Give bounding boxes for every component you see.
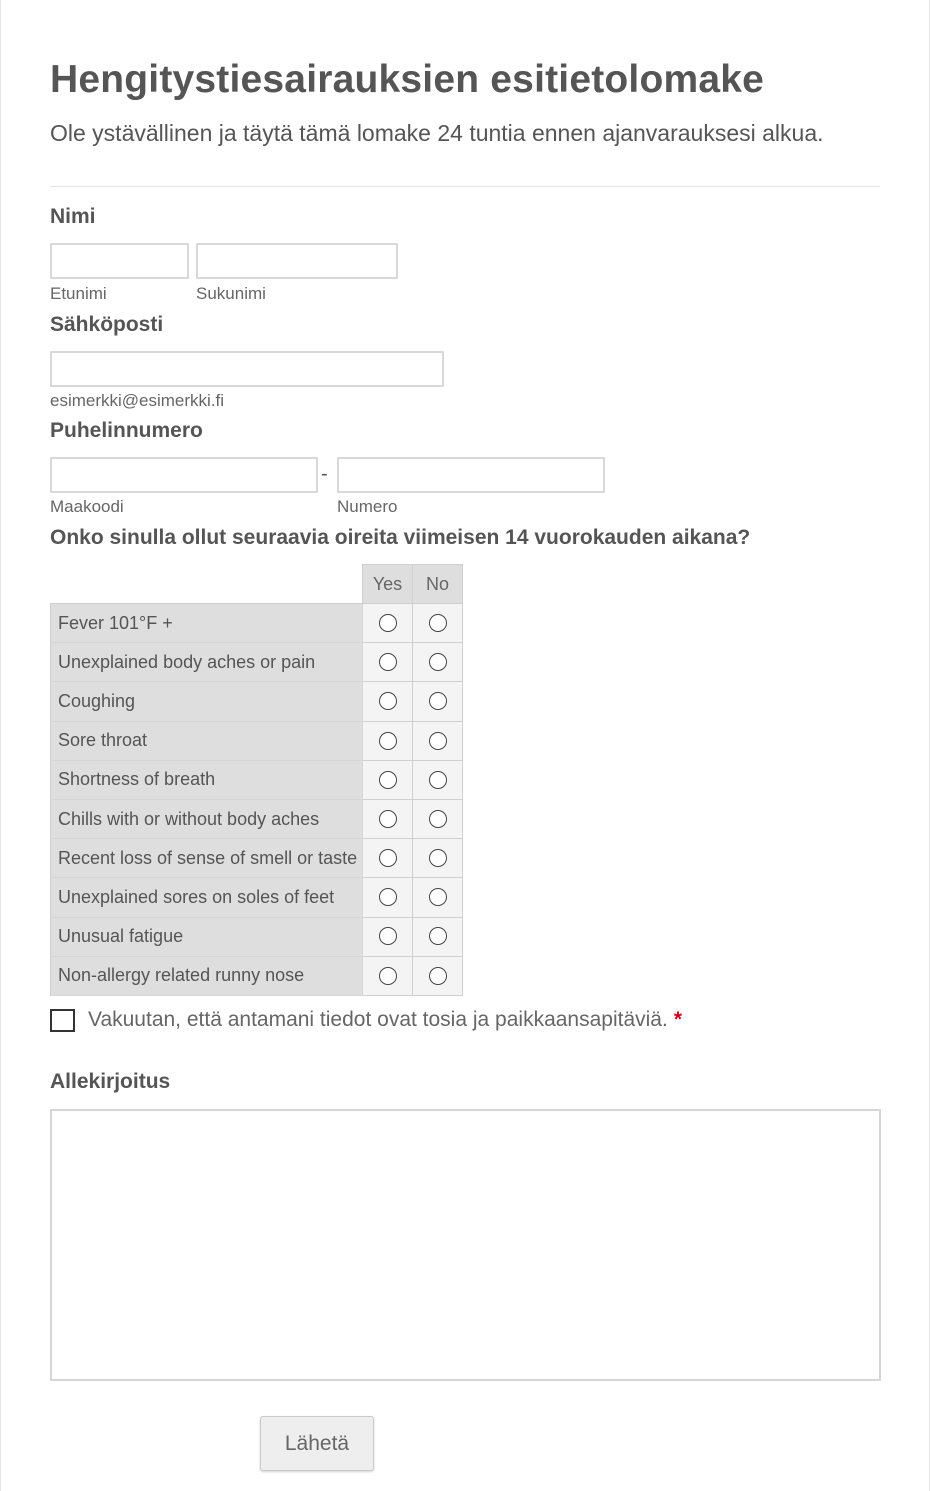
matrix-cell-yes [363,760,413,799]
matrix-cell-yes [363,878,413,917]
matrix-row-label: Fever 101°F + [51,604,363,643]
radio-yes[interactable] [379,849,397,867]
matrix-cell-yes [363,643,413,682]
form-subtitle: Ole ystävällinen ja täytä tämä lomake 24 tuntia ennen ajanvarauksesi alkua. [50,120,824,146]
phone-separator: - [321,463,328,485]
matrix-cell-yes [363,917,413,956]
matrix-cell-yes [363,721,413,760]
confirm-checkbox[interactable] [50,1009,75,1032]
radio-no[interactable] [429,927,447,945]
radio-no[interactable] [429,732,447,750]
name-label: Nimi [50,205,96,228]
symptoms-question: Onko sinulla ollut seuraavia oireita viimeisen 14 vuorokauden aikana? [50,526,751,549]
matrix-row [51,878,463,917]
phone-label: Puhelinnumero [50,419,203,442]
matrix-col-no: No [413,565,463,604]
matrix-row [51,721,463,760]
matrix-row-label: Unexplained body aches or pain [51,643,363,682]
matrix-row [51,956,463,995]
radio-no[interactable] [429,967,447,985]
matrix-row-label: Non-allergy related runny nose [51,956,363,995]
matrix-row-label: Chills with or without body aches [51,799,363,838]
radio-yes[interactable] [379,810,397,828]
required-mark: * [673,1008,683,1031]
matrix-row-label: Unusual fatigue [51,917,363,956]
confirm-label [88,1008,682,1032]
matrix-cell-yes [363,956,413,995]
radio-no[interactable] [429,614,447,632]
last-name-input[interactable] [196,243,398,279]
radio-yes[interactable] [379,967,397,985]
radio-yes[interactable] [379,927,397,945]
radio-yes[interactable] [379,771,397,789]
matrix-cell-yes [363,839,413,878]
matrix-cell-no [413,604,463,643]
matrix-row [51,682,463,721]
matrix-row [51,917,463,956]
matrix-row-label: Unexplained sores on soles of feet [51,878,363,917]
area-code-sublabel: Maakoodi [50,497,124,516]
matrix-cell-no [413,878,463,917]
radio-no[interactable] [429,849,447,867]
matrix-cell-yes [363,799,413,838]
form-title: Hengitystiesairauksien esitietolomake [50,58,765,101]
radio-no[interactable] [429,771,447,789]
radio-no[interactable] [429,653,447,671]
last-name-sublabel: Sukunimi [196,284,266,303]
matrix-cell-no [413,956,463,995]
header-divider [50,186,880,187]
matrix-row [51,839,463,878]
radio-yes[interactable] [379,692,397,710]
signature-pad[interactable] [50,1109,881,1381]
matrix-cell-no [413,760,463,799]
radio-no[interactable] [429,810,447,828]
matrix-cell-yes [363,682,413,721]
matrix-row-label: Sore throat [51,721,363,760]
matrix-cell-no [413,839,463,878]
radio-yes[interactable] [379,614,397,632]
radio-yes[interactable] [379,653,397,671]
matrix-col-yes: Yes [363,565,413,604]
confirm-text: Vakuutan, että antamani tiedot ovat tosia ja paikkaansapitäviä. [88,1008,668,1031]
matrix-row-label: Recent loss of sense of smell or taste [51,839,363,878]
phone-number-input[interactable] [337,457,605,493]
email-label: Sähköposti [50,313,164,336]
phone-number-sublabel: Numero [337,497,398,516]
matrix-row-label: Shortness of breath [51,760,363,799]
matrix-cell-no [413,682,463,721]
matrix-row [51,604,463,643]
signature-label: Allekirjoitus [50,1070,171,1093]
matrix-row [51,799,463,838]
radio-yes[interactable] [379,732,397,750]
first-name-sublabel: Etunimi [50,284,107,303]
radio-no[interactable] [429,888,447,906]
matrix-row [51,643,463,682]
matrix-row-label: Coughing [51,682,363,721]
matrix-corner [51,565,363,604]
matrix-row [51,760,463,799]
email-sublabel: esimerkki@esimerkki.fi [50,391,225,410]
first-name-input[interactable] [50,243,189,279]
matrix-cell-no [413,643,463,682]
symptoms-matrix [50,564,463,996]
radio-yes[interactable] [379,888,397,906]
matrix-cell-no [413,799,463,838]
area-code-input[interactable] [50,457,318,493]
submit-button[interactable]: Lähetä [260,1416,374,1471]
email-input[interactable] [50,351,444,387]
matrix-cell-no [413,721,463,760]
matrix-cell-yes [363,604,413,643]
matrix-cell-no [413,917,463,956]
radio-no[interactable] [429,692,447,710]
